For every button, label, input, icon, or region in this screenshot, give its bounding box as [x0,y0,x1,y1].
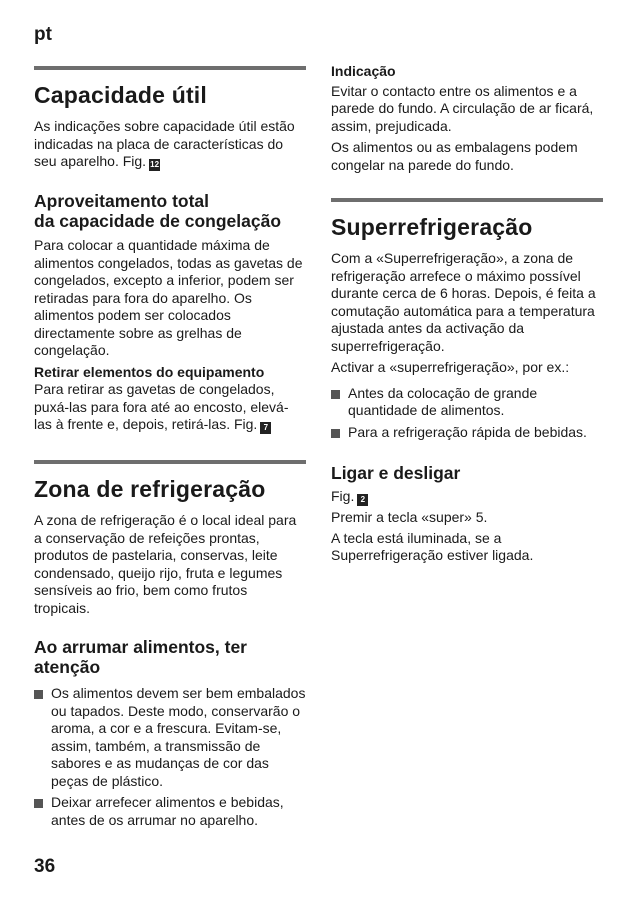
page-number: 36 [34,856,56,877]
aproveitamento-title: Aproveitamento total da capacidade de congelação [34,191,282,231]
list-item: Deixar arrefecer alimentos e bebidas, antes de os arrumar no aparelho. [34,794,306,829]
bullet-square-icon [34,690,43,699]
retirar-title: Retirar elementos do equipamento [34,363,265,380]
indicacao-text: Evitar o contacto entre os alimentos e a parede do fundo. A circulação de ar ficará, assim, prejudicada. [331,82,594,134]
ligar-fig: Fig. 2 [331,488,603,506]
retirar-text: Para retirar as gavetas de congelados, puxá-las para fora até ao encosto, elevá-las à frente e, depois, retirá-las. Fig. 7 [34,381,289,432]
arrumar-list [34,685,306,829]
section-rule [331,198,603,202]
right-column [331,63,603,565]
left-column [34,66,306,829]
section-rule [34,460,306,464]
ligar-text: Premir a tecla «super» 5. [331,509,488,525]
super-text: Com a «Superrefrigeração», a zona de refrigeração arrefece o máximo possível durante cerca de 6 horas. Depois, é feita a comutação automática para a temperatura ajustada antes da activação da superrefrigeração. [331,250,596,354]
bullet-square-icon [331,390,340,399]
indicacao-text-2: Os alimentos ou as embalagens podem congelar na parede do fundo. [331,139,578,173]
list-item: Para a refrigeração rápida de bebidas. [331,424,603,442]
capacidade-title: Capacidade útil [34,82,207,108]
zona-title: Zona de refrigeração [34,476,266,502]
arrumar-title: Ao arrumar alimentos, ter atenção [34,637,247,677]
capacidade-text: As indicações sobre capacidade útil estão indicadas na placa de características do seu aparelho. Fig. 12 [34,118,295,169]
indicacao-title: Indicação [331,63,396,79]
zona-text: A zona de refrigeração é o local ideal para a conservação de refeições prontas, produtos de pastelaria, conservas, leite condensado, queijo rijo, fruta e legumes sensíveis ao frio, bem como frutos tropicais. [34,512,297,616]
bullet-square-icon [34,799,43,808]
figure-ref-icon: 7 [260,422,271,434]
language-code: pt [34,24,52,45]
ligar-title: Ligar e desligar [331,463,461,483]
figure-ref-icon: 2 [357,494,368,506]
super-activar: Activar a «superrefrigeração», por ex.: [331,359,570,375]
bullet-square-icon [331,429,340,438]
section-rule [34,66,306,70]
list-item: Antes da colocação de grande quantidade de alimentos. [331,385,603,420]
list-item: Os alimentos devem ser bem embalados ou tapados. Deste modo, conservarão o aroma, a cor e a frescura. Evitam-se, assim, também, a transmissão de sabores e as mudanças de cor das peças de plástico. [34,685,306,790]
super-list [331,385,603,442]
aproveitamento-text: Para colocar a quantidade máxima de alimentos congelados, todas as gavetas de congelados, excepto a inferior, podem ser retiradas para fora do aparelho. Os alimentos podem ser colocados directamente sobre as grelhas de congelação. [34,237,303,358]
figure-ref-icon: 12 [150,160,160,169]
ligar-text-2: A tecla está iluminada, se a Superrefrigeração estiver ligada. [331,529,534,563]
super-title: Superrefrigeração [331,214,533,240]
